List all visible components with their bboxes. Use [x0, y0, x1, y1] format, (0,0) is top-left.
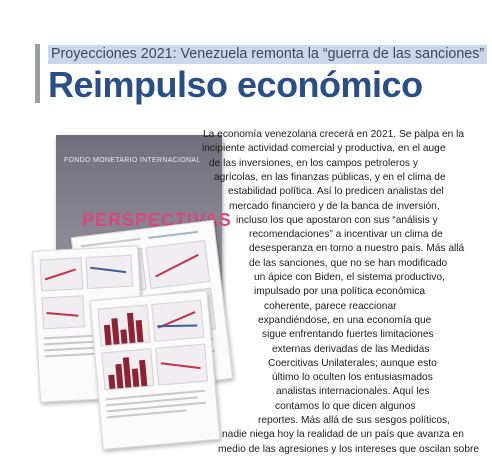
- body-line: último lo oculten los entusiasmados: [272, 372, 433, 384]
- body-line: incluso los que apostaron con sus “análisis y: [236, 214, 438, 226]
- body-line: de las sanciones, que no se han modificado: [249, 257, 448, 269]
- body-line: estabilidad política. Así lo predicen analistas del: [228, 186, 444, 198]
- body-line: impulsado por una política económica: [254, 286, 426, 298]
- body-line: incipiente actividad comercial y productiva, en el auge: [202, 143, 446, 155]
- body-line: un ápice con Biden, el sistema productivo,: [254, 272, 445, 283]
- body-line: desesperanza en torno a nuestro país. Más allá: [249, 243, 465, 255]
- body-line: contamos lo que dicen algunos: [275, 400, 416, 412]
- body-line: expandiéndose, en una economía que: [258, 314, 432, 326]
- headline-accent-rule: [35, 44, 40, 103]
- article-body: [0, 128, 492, 453]
- body-line: Coercitivas Unilaterales; aunque esto: [268, 357, 437, 369]
- body-line: La economía venezolana crecerá en 2021. Se palpa en la: [203, 129, 465, 140]
- body-line: mercado financiero y de la banca de inversión,: [229, 200, 440, 212]
- body-line: agrícolas, en las finanzas públicas, y en el clima de: [214, 171, 446, 183]
- body-line: sigue enfrentando fuertes limitaciones: [262, 329, 434, 341]
- article-headline: Reimpulso económico: [48, 64, 423, 105]
- body-line: medio de las agresiones y los intereses que oscilan sobre: [218, 443, 480, 455]
- report-org: FONDO MONETARIO INTERNACIONAL: [64, 157, 201, 164]
- body-line: reportes. Más allá de sus sesgos políticos,: [258, 415, 450, 426]
- body-line: analistas internacionales. Aquí les: [276, 386, 430, 398]
- body-line: externas derivadas de las Medidas: [272, 343, 430, 355]
- report-title: PERSPECTIVAS: [82, 210, 232, 230]
- body-line: coherente, parece reaccionar: [264, 300, 397, 312]
- body-line: de las inversiones, en los campos petroleros y: [209, 157, 418, 169]
- body-line: nadie niega hoy la realidad de un país que avanza en: [222, 429, 464, 441]
- article-kicker: Proyecciones 2021: Venezuela remonta la “guerra de las sanciones”: [48, 45, 487, 64]
- body-line: recomendaciones” a incentivar un clima de: [249, 229, 443, 241]
